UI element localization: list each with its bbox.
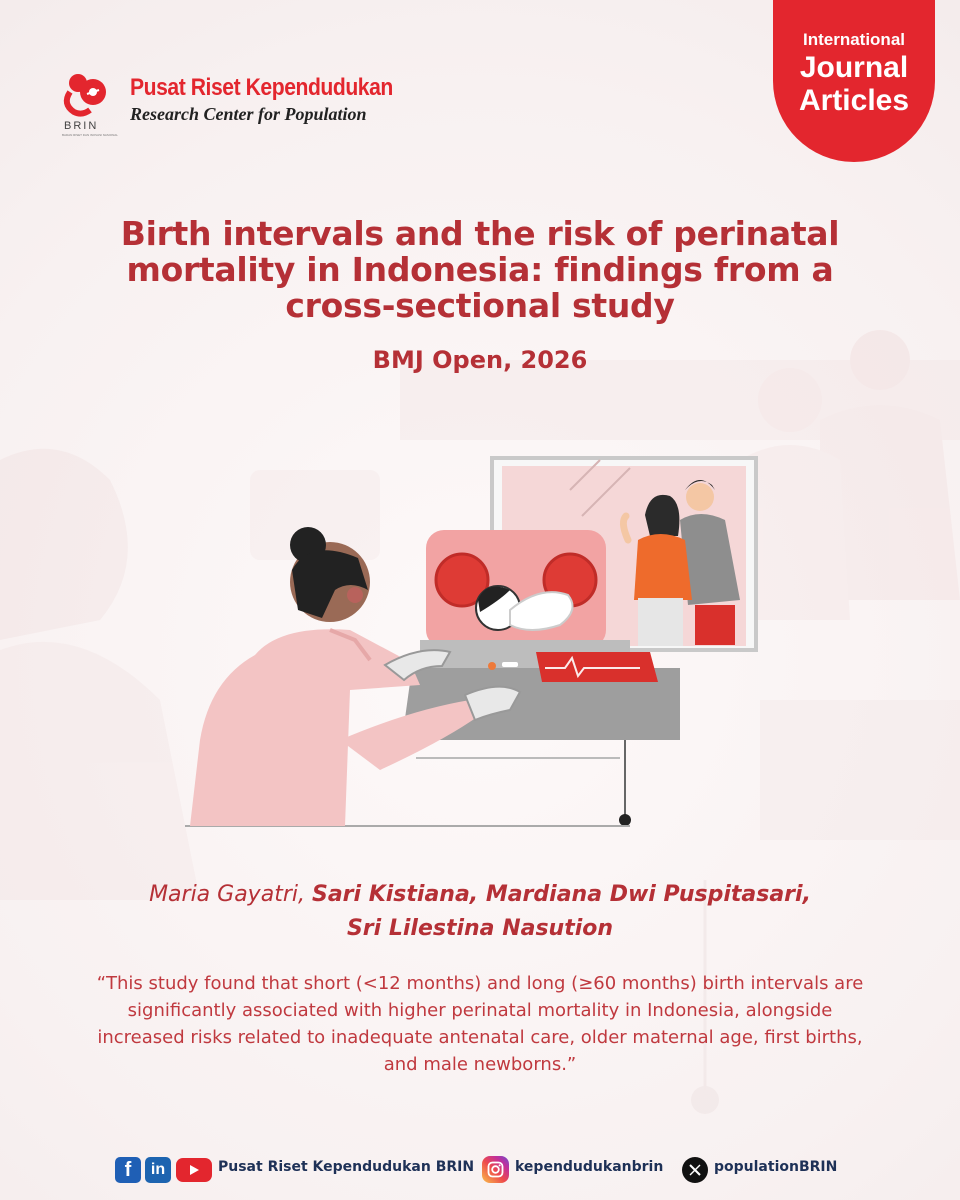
author-list <box>60 878 900 946</box>
authors-coauthors-1: Sari Kistiana, Mardiana Dwi Puspitasari, <box>311 882 811 907</box>
youtube-icon[interactable] <box>176 1158 212 1182</box>
brin-logo <box>60 70 118 140</box>
channel-name[interactable]: Pusat Riset Kependudukan BRIN <box>218 1159 475 1175</box>
journal-articles-badge <box>773 0 935 162</box>
instagram-handle[interactable]: kependudukanbrin <box>515 1159 664 1175</box>
journal-citation: BMJ Open, 2026 <box>372 346 588 374</box>
x-handle[interactable]: populationBRIN <box>714 1159 838 1175</box>
author-line-2 <box>60 912 900 946</box>
linkedin-icon[interactable]: in <box>145 1157 171 1183</box>
badge-line-international: International <box>802 30 905 49</box>
badge-line-journal: Journal <box>799 51 909 84</box>
clinic-illustration <box>180 440 780 840</box>
badge-line-articles: Articles <box>798 84 910 117</box>
authors-coauthors-2: Sri Lilestina Nasution <box>346 916 614 941</box>
brand-name: Pusat Riset Kependudukan <box>130 74 393 101</box>
facebook-icon[interactable]: f <box>115 1157 141 1183</box>
logo-small-text: BADAN RISET DAN INOVASI NASIONAL <box>62 133 118 137</box>
x-icon[interactable] <box>682 1157 708 1183</box>
instagram-icon[interactable] <box>482 1156 509 1183</box>
author-first: Maria Gayatri, <box>149 882 305 907</box>
brand-subtitle: Research Center for Population <box>130 104 367 124</box>
author-line-1 <box>60 878 900 912</box>
article-title: Birth intervals and the risk of perinatal mortality in Indonesia: findings from a cross-sectional study <box>120 214 840 325</box>
logo-text: BRIN <box>64 120 99 132</box>
brand-identity <box>130 74 429 125</box>
findings-quote: “This study found that short (<12 months) and long (≥60 months) birth intervals are significantly associated with higher perinatal mortality in Indonesia, alongside increased risks related to inadequate antenatal care, older maternal age, first births, and male newborns.” <box>96 973 864 1075</box>
